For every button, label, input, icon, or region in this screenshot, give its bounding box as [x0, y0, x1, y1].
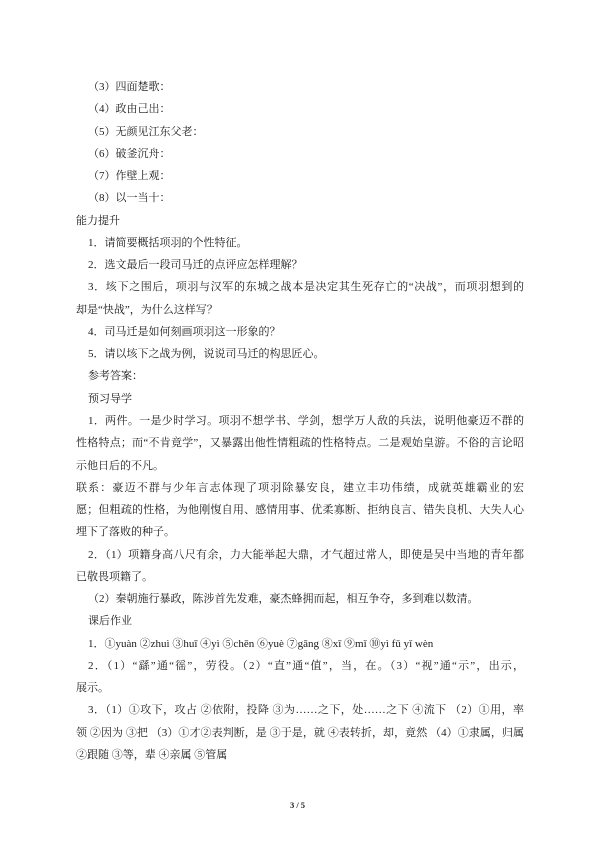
- connection-line: 联系：豪迈不群与少年言志体现了项羽除暴安良，建立丰功伟绩，成就英雄霸业的宏: [76, 481, 524, 494]
- preview-answer-1-line: 1．两件。一是少时学习。项羽不想学书、学剑，想学万人敌的兵法，说明他豪迈不群的: [88, 414, 524, 427]
- homework-answer-3-line: ②跟随 ③等，辈 ④亲属 ⑤管属: [76, 748, 228, 761]
- homework-answer-3-line: 领 ②因为 ③把 （3）①才②表判断，是 ③于是，就 ④表转折，却，竟然 （4）①隶属，归属: [76, 726, 524, 739]
- question-1: 1．请简要概括项羽的个性特征。: [88, 236, 248, 249]
- preview-answer-2-2: （2）秦朝施行暴政，陈涉首先发难，豪杰蜂拥而起，相互争夺，多到难以数清。: [88, 593, 479, 606]
- homework-answer-3-line: 3．（1）①攻下，攻占 ②依附，投降 ③为……之下，处……之下 ④流下 （2）①用，率: [88, 704, 524, 717]
- question-2: 2．选文最后一段司马迁的点评应怎样理解？: [88, 259, 303, 272]
- idiom-item: （7）作壁上观：: [88, 170, 171, 183]
- idiom-item: （8）以一当十：: [88, 192, 171, 205]
- question-4: 4．司马迁是如何刻画项羽这一形象的？: [88, 325, 281, 338]
- question-3-line: 3．垓下之围后，项羽与汉军的东城之战本是决定其生死存亡的“决战”，而项羽想到的: [88, 281, 524, 294]
- preview-answer-2-1-line: 已敬畏项籍了。: [76, 570, 153, 583]
- preview-answer-1-line: 性格特点；而“不肯竟学”，又暴露出他性情粗疏的性格特点。二是观始皇游。不俗的言论昭: [76, 437, 524, 450]
- preview-answer-1-line: 示他日后的不凡。: [76, 459, 164, 472]
- answers-heading: 参考答案：: [88, 370, 143, 383]
- connection-line: 愿；但粗疏的性格，为他刚愎自用、感情用事、优柔寡断、拒纳良言、错失良机、大失人心: [76, 504, 524, 517]
- homework-answer-2-line: 展示。: [76, 682, 109, 695]
- question-3-line: 却是“快战”，为什么这样写？: [76, 303, 218, 316]
- homework-answer-2-line: 2．（1）“繇”通“徭”，劳役。（2）“直”通“值”，当，在。（3）“视”通“示”，出示，: [88, 659, 524, 672]
- homework-heading: 课后作业: [88, 615, 132, 628]
- idiom-item: （3）四面楚歌：: [88, 81, 171, 93]
- idiom-item: （5）无颜见江东父老：: [88, 125, 204, 138]
- section-heading-ability: 能力提升: [76, 214, 120, 227]
- page-number: 3 / 5: [289, 800, 306, 810]
- idiom-item: （4）政由己出：: [88, 103, 171, 116]
- document-body: [76, 76, 524, 766]
- homework-answer-1: 1．①yuàn ②zhuì ③huī ④yì ⑤chēn ⑥yuè ⑦gāng ⑧xī ⑨mǐ ⑩yì fǔ yǐ wèn: [88, 637, 434, 650]
- preview-answer-2-1-line: 2．（1）项籍身高八尺有余，力大能举起大鼎，才气超过常人，即使是吴中当地的青年都: [88, 548, 524, 561]
- preview-heading: 预习导学: [88, 392, 132, 405]
- question-5: 5．请以垓下之战为例，说说司马迁的构思匠心。: [88, 348, 325, 361]
- idiom-item: （6）破釜沉舟：: [88, 147, 171, 160]
- connection-line: 埋下了落败的种子。: [76, 526, 175, 539]
